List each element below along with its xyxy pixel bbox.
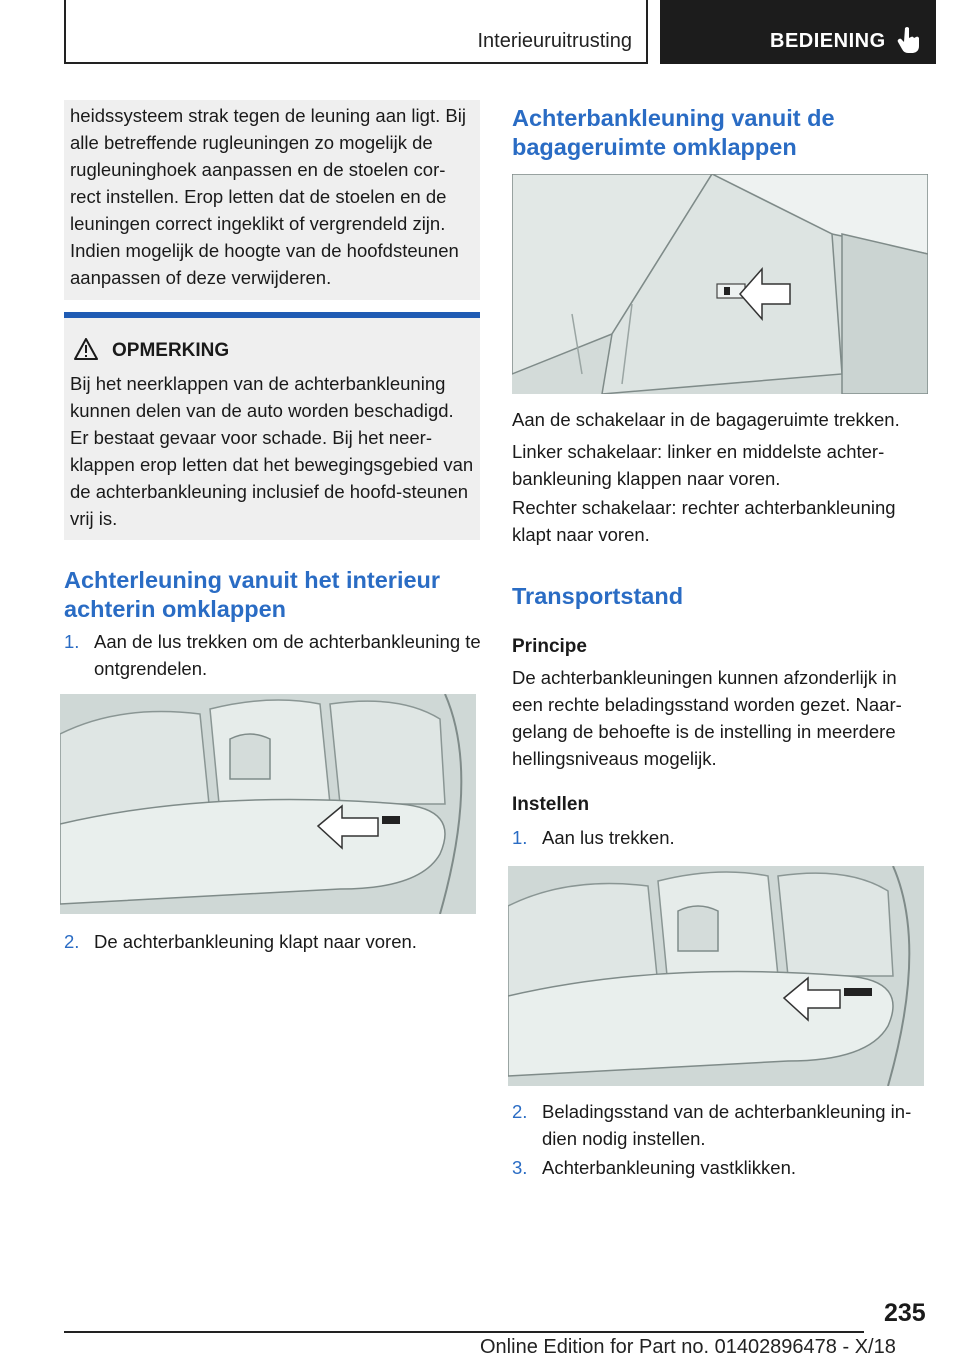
step-item xyxy=(64,628,480,684)
section-title: BEDIENING xyxy=(770,30,886,52)
warning-triangle-icon xyxy=(74,338,98,360)
paragraph: Aan de schakelaar in de bagageruimte trekken. xyxy=(512,409,900,430)
step-item xyxy=(512,824,928,854)
step-item xyxy=(512,1154,928,1184)
step-item xyxy=(512,1098,928,1154)
step-text: Aan lus trekken. xyxy=(542,827,675,848)
step-item xyxy=(64,928,480,958)
subheading-settings: Instellen xyxy=(512,794,590,815)
hand-pointer-icon xyxy=(896,26,922,54)
section-heading-interior-fold: Achterleuning vanuit het interieur achterin omklappen xyxy=(64,567,441,622)
section-heading-trunk-fold: Achterbankleuning vanuit de bagageruimte omklappen xyxy=(512,105,835,160)
step-text: Beladingsstand van de achterbankleuning in-dien nodig instellen. xyxy=(542,1101,912,1149)
principle-text: De achterbankleuningen kunnen afzonderlijk in een rechte beladingsstand worden gezet. Naar-gelang de behoefte is de instelling in meerdere hellingsniveaus mogelijk. xyxy=(512,667,902,769)
step-text: Achterbankleuning vastklikken. xyxy=(542,1157,797,1178)
paragraph: Rechter schakelaar: rechter achterbankleuning klapt naar voren. xyxy=(512,497,896,545)
edition-note: Online Edition for Part no. 01402896478 - X/18 xyxy=(480,1336,896,1358)
warning-continuation-text: heidssysteem strak tegen de leuning aan ligt. Bij alle betreffende rugleuningen zo mogelijk de rugleuninghoek aanpassen en de stoelen cor-rect instellen. Erop letten dat de stoelen en de leuningen correct ingeklikt of vergrendeld zijn. Indien mogelijk de hoogte van de hoofdsteunen aanpassen of deze verwijderen. xyxy=(70,105,466,288)
trunk-switch-image xyxy=(512,174,928,394)
step-number: 2. xyxy=(64,931,80,952)
paragraph: Linker schakelaar: linker en middelste achter-bankleuning klappen naar voren. xyxy=(512,441,885,489)
step-number: 1. xyxy=(512,827,528,848)
warning-continuation-box xyxy=(64,100,480,300)
page-number: 235 xyxy=(884,1299,926,1327)
header-section-box xyxy=(660,0,936,64)
subheading-principle: Principe xyxy=(512,636,587,657)
footer-divider xyxy=(64,1331,864,1333)
step-number: 2. xyxy=(512,1101,528,1122)
notice-title: OPMERKING xyxy=(112,340,230,361)
step-text: Aan de lus trekken om de achterbankleuning te ontgrendelen. xyxy=(94,631,481,679)
rear-seat-loop-image-2 xyxy=(508,866,924,1086)
step-number: 3. xyxy=(512,1157,528,1178)
header-chapter-box xyxy=(64,0,648,64)
notice-text: Bij het neerklappen van de achterbankleuning kunnen delen van de auto worden beschadigd. Er bestaat gevaar voor schade. Bij het neer-klappen erop letten dat het bewegingsgebied van de achterbankleuning inclusief de hoofd-steunen vrij is. xyxy=(70,373,474,529)
chapter-title: Interieuruitrusting xyxy=(477,30,632,52)
section-heading-transport: Transportstand xyxy=(512,583,684,609)
rear-seat-loop-image xyxy=(60,694,476,914)
step-text: De achterbankleuning klapt naar voren. xyxy=(94,931,417,952)
step-number: 1. xyxy=(64,631,80,652)
